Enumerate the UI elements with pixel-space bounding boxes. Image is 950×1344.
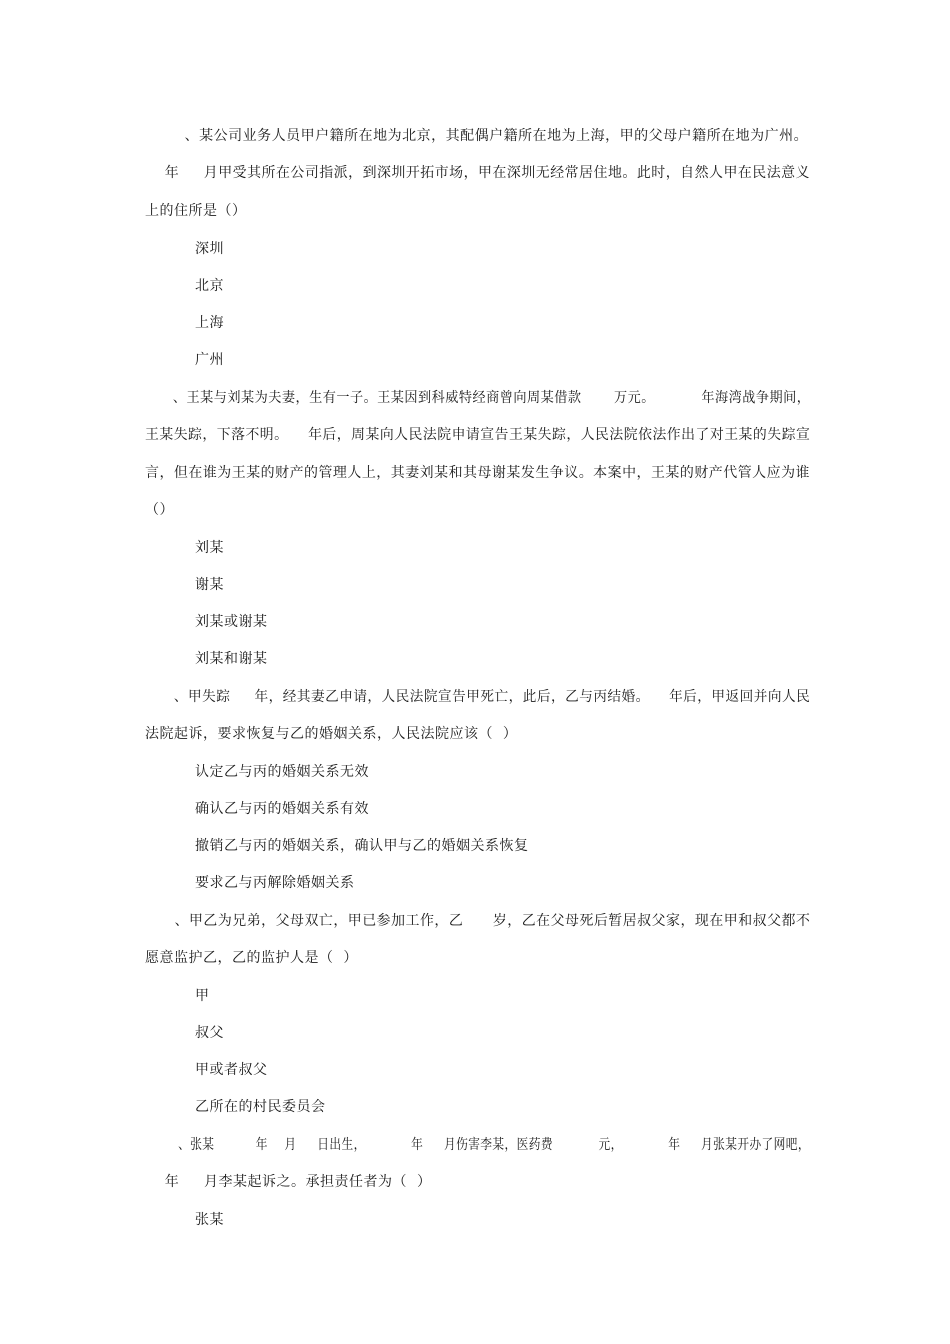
question-1-line-2: 年 月甲受其所在公司指派，到深圳开拓市场，甲在深圳无经常居住地。此时，自然人甲在民法意义	[145, 165, 811, 181]
question-1-line-1: 、某公司业务人员甲户籍所在地为北京，其配偶户籍所在地为上海，甲的父母户籍所在地为广州。	[145, 128, 809, 144]
question-1-option-d: 广州	[195, 352, 224, 368]
question-2-line-3: 言，但在谁为王某的财产的管理人上，其妻刘某和其母谢某发生争议。本案中，王某的财产代管人应为谁	[145, 465, 810, 481]
question-1-line-3: 上的住所是（）	[145, 203, 247, 219]
question-2-line-1: 、王某与刘某为夫妻，生有一子。王某因到科威特经商曾向周某借款 万元。 年海湾战争期间，	[145, 390, 811, 406]
question-2-option-a: 刘某	[195, 540, 224, 556]
question-5-option-a: 张某	[195, 1212, 224, 1228]
question-4-line-2: 愿意监护乙，乙的监护人是（ ）	[145, 950, 358, 966]
question-2-option-c: 刘某或谢某	[195, 614, 268, 630]
question-2-option-d: 刘某和谢某	[195, 651, 268, 667]
question-4-option-c: 甲或者叔父	[195, 1062, 268, 1078]
question-5-line-1: 、张某 年 月 日出生， 年 月伤害李某，医药费 元， 年 月张某开办了网吧，	[145, 1137, 811, 1153]
question-3-line-1: 、甲失踪 年，经其妻乙申请，人民法院宣告甲死亡，此后，乙与丙结婚。 年后，甲返回并向人民	[145, 689, 811, 705]
question-3-option-a: 认定乙与丙的婚姻关系无效	[195, 764, 369, 780]
question-2-option-b: 谢某	[195, 577, 224, 593]
question-1-option-a: 深圳	[195, 241, 224, 257]
question-4-line-1: 、甲乙为兄弟，父母双亡，甲已参加工作，乙 岁，乙在父母死后暂居叔父家，现在甲和叔父都不	[145, 913, 811, 929]
question-4-option-b: 叔父	[195, 1025, 224, 1041]
question-3-option-b: 确认乙与丙的婚姻关系有效	[195, 801, 369, 817]
question-3-option-d: 要求乙与丙解除婚姻关系	[195, 875, 355, 891]
question-3-line-2: 法院起诉，要求恢复与乙的婚姻关系，人民法院应该（ ）	[145, 726, 518, 742]
question-4-option-d: 乙所在的村民委员会	[195, 1099, 326, 1115]
question-1-option-b: 北京	[195, 278, 224, 294]
question-2-line-4: （）	[145, 502, 174, 518]
question-1-option-c: 上海	[195, 315, 224, 331]
question-3-option-c: 撤销乙与丙的婚姻关系，确认甲与乙的婚姻关系恢复	[195, 838, 529, 854]
question-4-option-a: 甲	[195, 988, 210, 1004]
question-5-line-2: 年 月李某起诉之。承担责任者为（ ）	[145, 1174, 432, 1190]
question-2-line-2: 王某失踪，下落不明。 年后，周某向人民法院申请宣告王某失踪，人民法院依法作出了对王某的失踪宣	[145, 427, 811, 443]
